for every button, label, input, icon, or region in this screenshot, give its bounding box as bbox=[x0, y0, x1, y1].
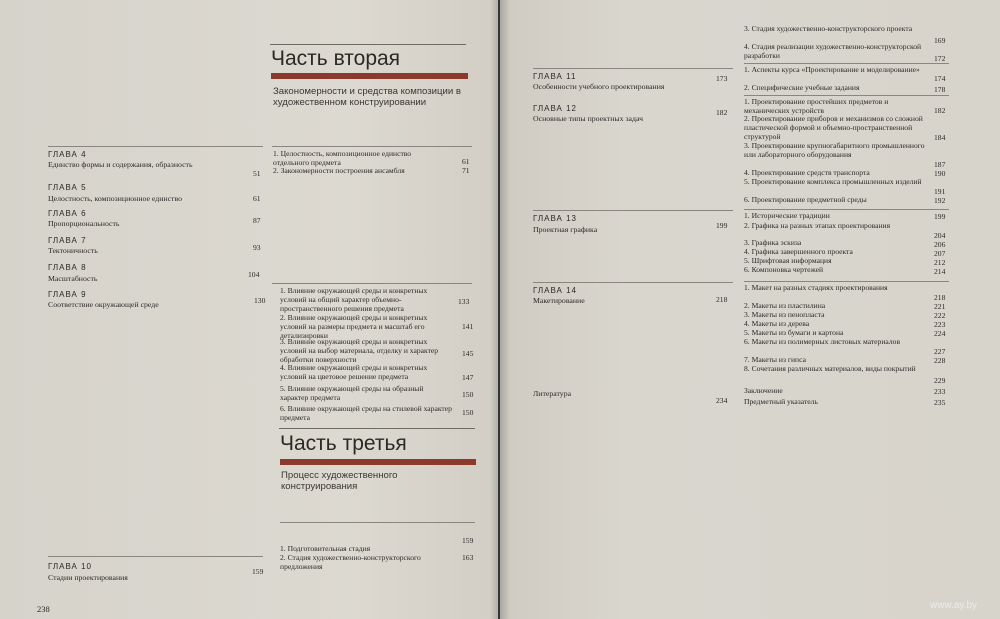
red-bar bbox=[271, 73, 468, 79]
list-item: 1. Исторические традиции bbox=[744, 211, 830, 220]
page-number: 227 bbox=[934, 347, 946, 356]
page-number: 187 bbox=[934, 160, 946, 169]
chapter-label: ГЛАВА 7 bbox=[48, 236, 87, 245]
chapter-title: Особенности учебного проектирования bbox=[533, 82, 665, 91]
chapter-title: Основные типы проектных задач bbox=[533, 114, 644, 123]
part-title: Часть вторая bbox=[271, 47, 401, 70]
page-number: 182 bbox=[716, 108, 728, 117]
page-number: 190 bbox=[934, 169, 946, 178]
list-item: 1. Макет на разных стадиях проектирования bbox=[744, 283, 888, 292]
literature-title: Литература bbox=[533, 389, 572, 398]
page-number: 218 bbox=[934, 293, 946, 302]
list-item: Заключение bbox=[744, 386, 783, 395]
list-item: 2. Графика на разных этапах проектирования bbox=[744, 221, 891, 230]
list-item: 8. Сочетания различных материалов, виды покрытий bbox=[744, 364, 916, 373]
page-number: 222 bbox=[934, 311, 946, 320]
book-gutter bbox=[490, 0, 510, 619]
page-number: 133 bbox=[458, 297, 470, 306]
list-item: 2. Стадия художественно-конструкторского предложения bbox=[280, 553, 421, 571]
page-number: 104 bbox=[248, 270, 260, 279]
list-item: 3. Графика эскиза bbox=[744, 238, 802, 247]
list-item: 2. Специфические учебные задания bbox=[744, 83, 860, 92]
part-title: Часть третья bbox=[280, 432, 407, 455]
list-item: 1. Проектирование простейших предметов и механических устройств bbox=[744, 97, 889, 115]
page-number: 233 bbox=[934, 387, 946, 396]
chapter-title: Проектная графика bbox=[533, 225, 598, 234]
list-item: 5. Шрифтовая информация bbox=[744, 256, 832, 265]
divider bbox=[279, 428, 475, 429]
chapter-label: ГЛАВА 8 bbox=[48, 263, 87, 272]
divider bbox=[533, 68, 733, 69]
list-item: 2. Влияние окружающей среды и конкретных условий на размеры предмета и масштаб его детализировки bbox=[280, 313, 428, 340]
divider bbox=[744, 95, 949, 96]
part-subtitle: Процесс художественного конструирования bbox=[281, 470, 398, 492]
chapter-label: ГЛАВА 14 bbox=[533, 286, 577, 295]
chapter-title: Целостность, композиционное единство bbox=[48, 194, 182, 203]
page-number: 234 bbox=[716, 396, 728, 405]
page-number: 224 bbox=[934, 329, 946, 338]
page-number: 159 bbox=[252, 567, 264, 576]
page-number: 71 bbox=[462, 166, 470, 175]
chapter-title: Единство формы и содержания, образность bbox=[48, 160, 193, 169]
chapter-label: ГЛАВА 12 bbox=[533, 104, 577, 113]
chapter-label: ГЛАВА 9 bbox=[48, 290, 87, 299]
page-number: 147 bbox=[462, 373, 474, 382]
list-item: 1. Целостность, композиционное единство отдельного предмета bbox=[273, 149, 412, 167]
list-item: 1. Подготовительная стадия bbox=[280, 544, 371, 553]
page-number: 93 bbox=[253, 243, 261, 252]
page-number: 214 bbox=[934, 267, 946, 276]
list-item: Предметный указатель bbox=[744, 397, 818, 406]
list-item: 5. Проектирование комплекса промышленных изделий bbox=[744, 177, 922, 186]
chapter-label: ГЛАВА 4 bbox=[48, 150, 87, 159]
divider bbox=[744, 281, 949, 282]
divider bbox=[48, 556, 263, 557]
page-number: 163 bbox=[462, 553, 474, 562]
page-number: 173 bbox=[716, 74, 728, 83]
page-number: 174 bbox=[934, 74, 946, 83]
divider bbox=[533, 282, 733, 283]
chapter-label: ГЛАВА 10 bbox=[48, 562, 92, 571]
divider bbox=[270, 44, 466, 45]
list-item: 2. Проектирование приборов и механизмов со сложной пластической формой и объемно-пространственной структурой bbox=[744, 114, 923, 141]
page-number: 228 bbox=[934, 356, 946, 365]
page-number: 199 bbox=[934, 212, 946, 221]
page-number: 61 bbox=[253, 194, 261, 203]
page-number: 191 bbox=[934, 187, 946, 196]
left-page bbox=[0, 0, 498, 619]
list-item: 3. Проектирование крупногабаритного промышленного или лабораторного оборудования bbox=[744, 141, 925, 159]
page-number: 221 bbox=[934, 302, 946, 311]
list-item: 6. Макеты из полимерных листовых материалов bbox=[744, 337, 901, 346]
page-number: 150 bbox=[462, 390, 474, 399]
list-item: 3. Влияние окружающей среды и конкретных условий на выбор материала, отделку и характер обработки поверхности bbox=[280, 337, 439, 364]
list-item: 3. Макеты из пенопласта bbox=[744, 310, 825, 319]
page-number: 141 bbox=[462, 322, 474, 331]
list-item: 4. Макеты из дерева bbox=[744, 319, 810, 328]
chapter-title: Пропорциональность bbox=[48, 219, 120, 228]
page-number: 178 bbox=[934, 85, 946, 94]
list-item: 3. Стадия художественно-конструкторского проекта bbox=[744, 24, 913, 33]
chapter-title: Масштабность bbox=[48, 274, 98, 283]
divider bbox=[744, 209, 949, 210]
page-number: 204 bbox=[934, 231, 946, 240]
list-item: 5. Макеты из бумаги и картона bbox=[744, 328, 844, 337]
chapter-title: Тектоничность bbox=[48, 246, 98, 255]
page-number: 206 bbox=[934, 240, 946, 249]
divider bbox=[272, 283, 472, 284]
chapter-title: Макетирование bbox=[533, 296, 585, 305]
page-number: 87 bbox=[253, 216, 261, 225]
list-item: 4. Графика завершенного проекта bbox=[744, 247, 853, 256]
page-number: 130 bbox=[254, 296, 266, 305]
list-item: 6. Влияние окружающей среды на стилевой характер предмета bbox=[280, 404, 452, 422]
chapter-title: Стадии проектирования bbox=[48, 573, 128, 582]
page-number: 61 bbox=[462, 157, 470, 166]
divider bbox=[272, 146, 472, 147]
list-item: 1. Влияние окружающей среды и конкретных условий на общий характер объемно-пространственного решения предмета bbox=[280, 286, 428, 313]
page-number: 184 bbox=[934, 133, 946, 142]
page-number: 199 bbox=[716, 221, 728, 230]
divider bbox=[744, 63, 949, 64]
page-number: 51 bbox=[253, 169, 261, 178]
chapter-label: ГЛАВА 13 bbox=[533, 214, 577, 223]
page-number: 145 bbox=[462, 349, 474, 358]
list-item: 2. Макеты из пластилина bbox=[744, 301, 826, 310]
list-item: 7. Макеты из гипса bbox=[744, 355, 806, 364]
list-item: 4. Стадия реализации художественно-конструкторской разработки bbox=[744, 42, 922, 60]
list-item: 1. Аспекты курса «Проектирование и моделирование» bbox=[744, 65, 920, 74]
chapter-label: ГЛАВА 5 bbox=[48, 183, 87, 192]
watermark: www.ay.by bbox=[930, 600, 978, 611]
page-number: 192 bbox=[934, 196, 946, 205]
chapter-label: ГЛАВА 11 bbox=[533, 72, 577, 81]
page-number: 172 bbox=[934, 54, 946, 63]
page-number: 159 bbox=[462, 536, 474, 545]
chapter-label: ГЛАВА 6 bbox=[48, 209, 87, 218]
list-item: 4. Проектирование средств транспорта bbox=[744, 168, 870, 177]
divider bbox=[48, 146, 263, 147]
right-page bbox=[500, 0, 1000, 619]
list-item: 6. Проектирование предметной среды bbox=[744, 195, 867, 204]
list-item: 6. Компоновка чертежей bbox=[744, 265, 824, 274]
chapter-title: Соответствие окружающей среде bbox=[48, 300, 159, 309]
page-number: 150 bbox=[462, 408, 474, 417]
page-number: 235 bbox=[934, 398, 946, 407]
part-subtitle: Закономерности и средства композиции в художественном конструировании bbox=[273, 86, 461, 108]
page-number: 218 bbox=[716, 295, 728, 304]
page-number: 207 bbox=[934, 249, 946, 258]
page-number: 182 bbox=[934, 106, 946, 115]
page-number: 212 bbox=[934, 258, 946, 267]
red-bar bbox=[280, 459, 476, 465]
divider bbox=[533, 210, 733, 211]
page-number: 223 bbox=[934, 320, 946, 329]
list-item: 2. Закономерности построения ансамбля bbox=[273, 166, 405, 175]
folio: 238 bbox=[37, 604, 50, 614]
list-item: 5. Влияние окружающей среды на образный характер предмета bbox=[280, 384, 424, 402]
page-number: 169 bbox=[934, 36, 946, 45]
divider bbox=[280, 522, 475, 523]
list-item: 4. Влияние окружающей среды и конкретных условий на цветовое решение предмета bbox=[280, 363, 428, 381]
page-number: 229 bbox=[934, 376, 946, 385]
